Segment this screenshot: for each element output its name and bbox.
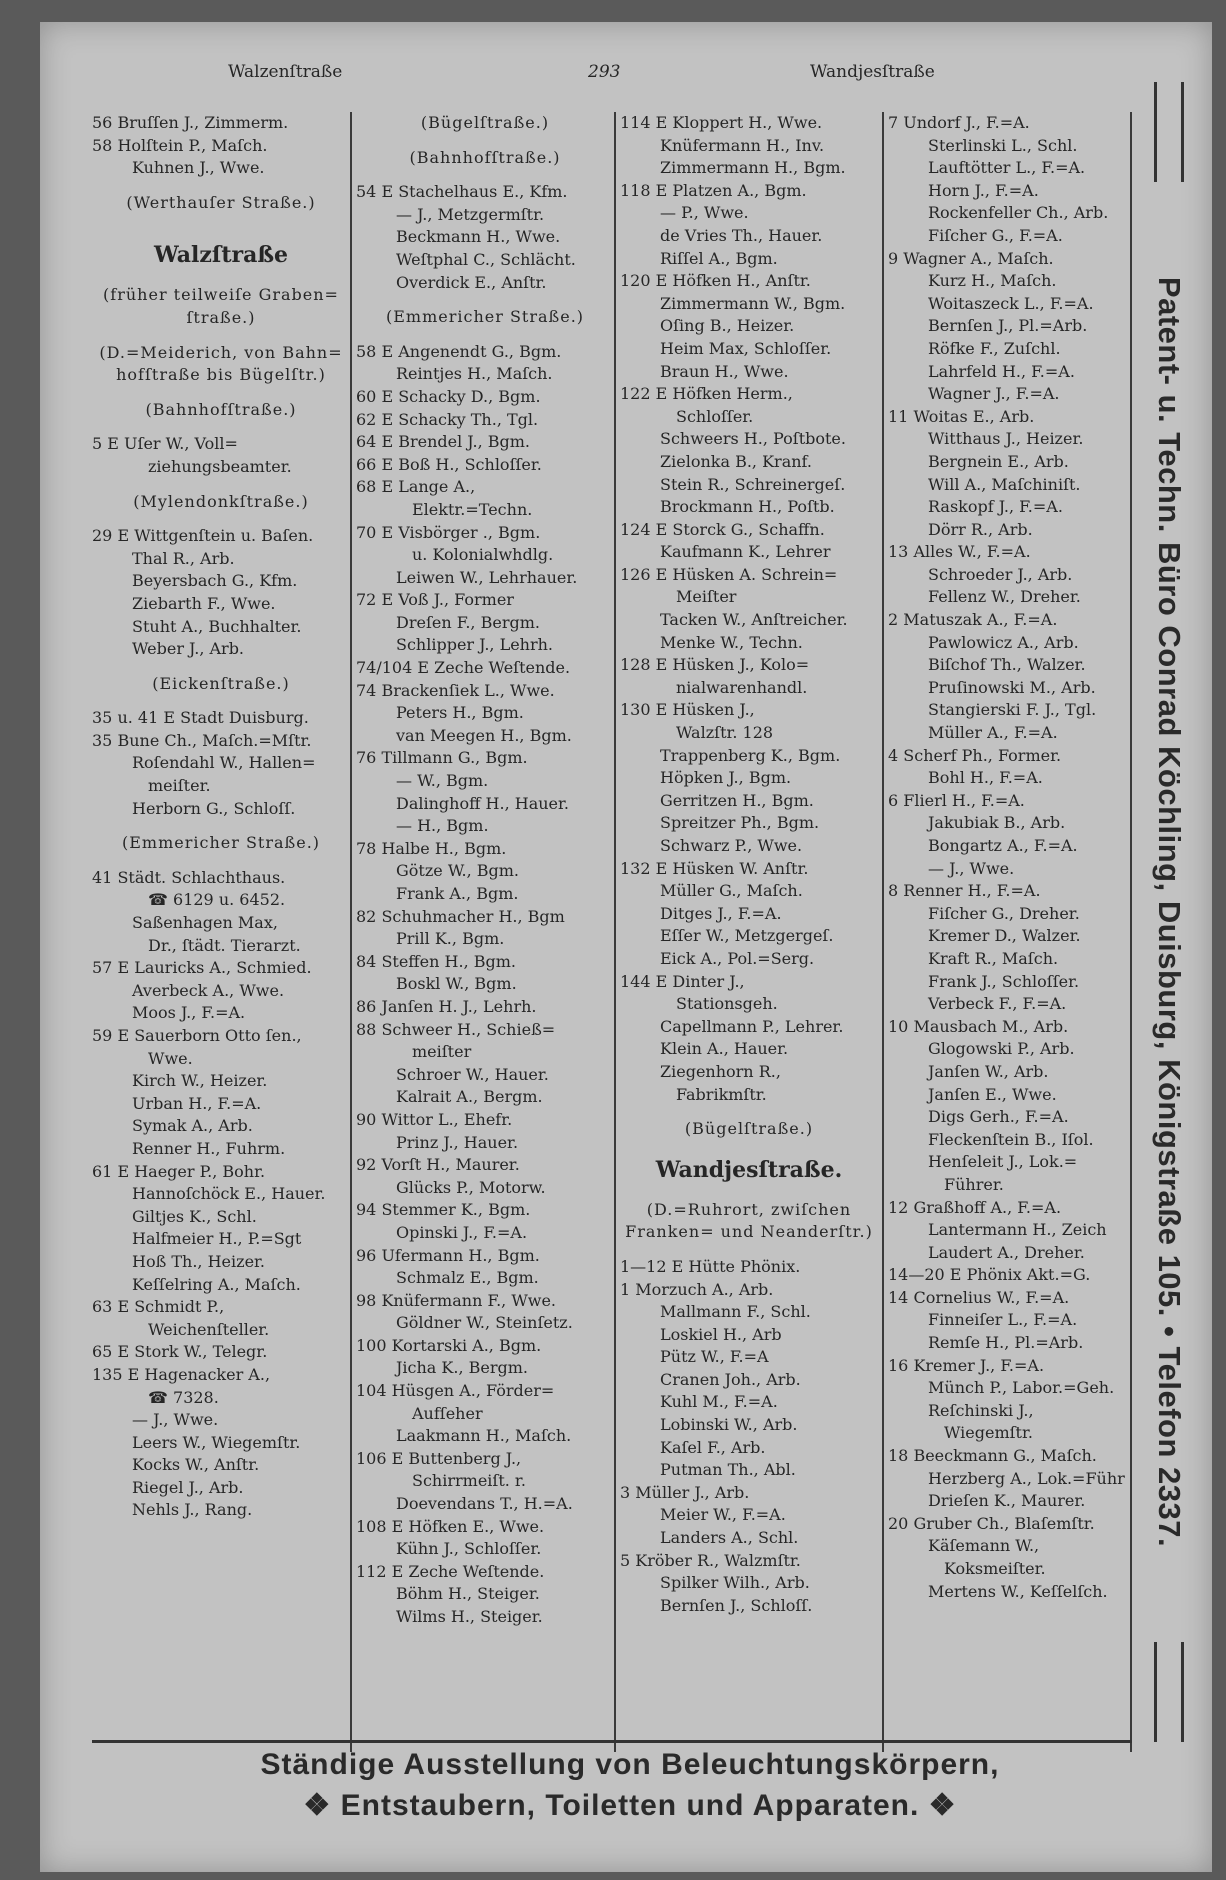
entry-continuation: Overdick E., Anſtr. bbox=[396, 272, 547, 292]
entry-line: 14 Cornelius W., F.=A. bbox=[888, 1287, 1070, 1307]
entry-continuation: — J., Metzgermſtr. bbox=[396, 204, 545, 224]
entry-continuation: Mallmann F., Schl. bbox=[660, 1302, 811, 1322]
entry-line: 35 u. 41 E Stadt Duisburg. bbox=[92, 708, 309, 728]
entry-line: 56 Bruſſen J., Zimmerm. bbox=[92, 113, 289, 132]
entry-continuation: Verbeck F., F.=A. bbox=[928, 994, 1067, 1014]
entry-line: 108 E Höfken E., Wwe. bbox=[356, 1516, 545, 1536]
entry-continuation: Kalrait A., Bergm. bbox=[396, 1087, 543, 1107]
entry-continuation: Sterlinski L., Schl. bbox=[928, 135, 1078, 155]
entry-line: 65 E Stork W., Telegr. bbox=[92, 1342, 268, 1362]
street-section-heading: Franken= und Neanderſtr.) bbox=[625, 1222, 873, 1242]
entry-continuation: Prill K., Bgm. bbox=[396, 929, 505, 949]
entry-continuation: ☎ 6129 u. 6452. bbox=[148, 890, 286, 910]
entry-continuation: Glücks P., Motorw. bbox=[396, 1177, 546, 1197]
entry-continuation: Wiegemſtr. bbox=[944, 1423, 1033, 1443]
entry-continuation: Finneiſer L., F.=A. bbox=[928, 1310, 1078, 1330]
entry-continuation: Leers W., Wiegemſtr. bbox=[132, 1432, 301, 1452]
entry-continuation: Müller A., F.=A. bbox=[928, 723, 1058, 743]
entry-continuation: Braun H., Wwe. bbox=[660, 361, 789, 381]
spacer bbox=[92, 330, 350, 342]
entry-line: 64 E Brendel J., Bgm. bbox=[356, 432, 530, 452]
page-number: 293 bbox=[588, 62, 621, 82]
entry-line: 59 E Sauerborn Otto ſen., bbox=[92, 1026, 302, 1045]
entry-continuation: Spilker Wilh., Arb. bbox=[660, 1573, 810, 1593]
entry-line: 11 Woitas E., Arb. bbox=[888, 406, 1035, 426]
entry-line: 8 Renner H., F.=A. bbox=[888, 881, 1041, 901]
entry-continuation: Drieſen K., Maurer. bbox=[928, 1491, 1086, 1511]
entry-continuation: Pütz W., F.=A bbox=[660, 1347, 769, 1367]
entry-continuation: Lobinski W., Arb. bbox=[660, 1415, 798, 1435]
entry-continuation: Stationsgeh. bbox=[676, 994, 778, 1014]
entry-continuation: Böhm H., Steiger. bbox=[396, 1584, 540, 1604]
entry-line: 61 E Haeger P., Bohr. bbox=[92, 1161, 266, 1181]
entry-continuation: Spreitzer Ph., Bgm. bbox=[660, 813, 820, 833]
entry-continuation: Herzberg A., Lok.=Führ bbox=[928, 1468, 1125, 1488]
entry-continuation: Schroer W., Hauer. bbox=[396, 1064, 549, 1084]
entry-continuation: Jakubiak B., Arb. bbox=[928, 813, 1066, 833]
entry-line: 132 E Hüsken W. Anſtr. bbox=[620, 858, 809, 878]
entry-continuation: Dalinghoff H., Hauer. bbox=[396, 793, 569, 813]
entry-continuation: Riſſel A., Bgm. bbox=[660, 248, 778, 268]
entry-line: 82 Schuhmacher H., Bgm bbox=[356, 906, 565, 926]
entry-line: 96 Ufermann H., Bgm. bbox=[356, 1245, 540, 1265]
spacer bbox=[356, 294, 614, 306]
entry-line: 6 Flierl H., F.=A. bbox=[888, 790, 1025, 810]
entry-line: 92 Vorſt H., Maurer. bbox=[356, 1155, 520, 1175]
entry-continuation: Fiſcher G., F.=A. bbox=[928, 225, 1063, 245]
spacer bbox=[92, 479, 350, 491]
entry-continuation: Bernſen J., Pl.=Arb. bbox=[928, 316, 1088, 336]
street-section-heading: (Bahnhofſtraße.) bbox=[145, 399, 297, 419]
entry-line: 68 E Lange A., bbox=[356, 477, 476, 497]
entry-continuation: Woitaszeck L., F.=A. bbox=[928, 293, 1094, 313]
entry-continuation: Pawlowicz A., Arb. bbox=[928, 632, 1079, 652]
spacer bbox=[92, 214, 350, 226]
entry-continuation: Remſe H., Pl.=Arb. bbox=[928, 1333, 1084, 1353]
entry-continuation: Renner H., Fuhrm. bbox=[132, 1138, 286, 1158]
entry-continuation: Zimmermann W., Bgm. bbox=[660, 293, 846, 313]
street-title: Walzſtraße bbox=[153, 242, 289, 269]
spacer bbox=[92, 226, 350, 238]
entry-continuation: Kurz H., Maſch. bbox=[928, 271, 1057, 291]
column-divider bbox=[1130, 112, 1132, 1752]
entry-continuation: Raskopf J., F.=A. bbox=[928, 497, 1063, 517]
entry-continuation: Janſen W., Arb. bbox=[928, 1061, 1049, 1081]
entry-continuation: Schloſſer. bbox=[676, 406, 754, 426]
entry-continuation: Cranen Joh., Arb. bbox=[660, 1369, 801, 1389]
spacer bbox=[92, 820, 350, 832]
entry-continuation: Horn J., F.=A. bbox=[928, 180, 1039, 200]
entry-continuation: Kühn J., Schloſſer. bbox=[396, 1539, 542, 1559]
bottom-ad-line-2: ❖ Entstaubern, Toiletten und Apparaten. ❖ bbox=[303, 1789, 957, 1822]
entry-continuation: Schweers H., Poſtbote. bbox=[660, 429, 846, 449]
column-1 bbox=[92, 112, 350, 1522]
entry-line: 3 Müller J., Arb. bbox=[620, 1482, 750, 1502]
entry-line: 94 Stemmer K., Bgm. bbox=[356, 1200, 531, 1220]
entry-continuation: Ziegenhorn R., bbox=[660, 1061, 781, 1081]
entry-continuation: Kocks W., Anſtr. bbox=[132, 1455, 260, 1475]
street-section-heading: (D.=Ruhrort, zwiſchen bbox=[646, 1199, 852, 1219]
entry-continuation: Ditges J., F.=A. bbox=[660, 903, 782, 923]
entry-continuation: Führer. bbox=[944, 1174, 1004, 1194]
entry-continuation: Rockenfeller Ch., Arb. bbox=[928, 203, 1109, 223]
entry-line: 122 E Höfken Herm., bbox=[620, 384, 793, 404]
entry-continuation: Frank A., Bgm. bbox=[396, 884, 519, 903]
entry-continuation: — J., Wwe. bbox=[132, 1410, 219, 1430]
entry-line: 54 E Stachelhaus E., Kfm. bbox=[356, 182, 568, 202]
entry-continuation: Janſen E., Wwe. bbox=[928, 1084, 1057, 1104]
entry-continuation: Witthaus J., Heizer. bbox=[928, 429, 1084, 449]
column-divider bbox=[614, 112, 616, 1752]
entry-continuation: Schlipper J., Lehrh. bbox=[396, 635, 554, 655]
entry-line: 2 Matuszak A., F.=A. bbox=[888, 610, 1058, 630]
entry-continuation: Bergnein E., Arb. bbox=[928, 451, 1069, 471]
entry-continuation: Biſchof Th., Walzer. bbox=[928, 655, 1086, 675]
entry-continuation: Wilms H., Steiger. bbox=[396, 1607, 543, 1626]
spacer bbox=[92, 180, 350, 192]
entry-line: 4 Scherf Ph., Former. bbox=[888, 745, 1062, 765]
entry-continuation: Bongartz A., F.=A. bbox=[928, 836, 1078, 855]
entry-line: 84 Steffen H., Bgm. bbox=[356, 951, 516, 971]
entry-continuation: Saßenhagen Max, bbox=[132, 913, 278, 933]
entry-continuation: van Meegen H., Bgm. bbox=[396, 725, 572, 745]
entry-continuation: ☎ 7328. bbox=[148, 1387, 219, 1407]
entry-line: 9 Wagner A., Maſch. bbox=[888, 248, 1054, 268]
entry-line: 20 Gruber Ch., Blaſemſtr. bbox=[888, 1513, 1095, 1533]
side-advertisement bbox=[1134, 52, 1204, 1772]
column-3 bbox=[620, 112, 878, 1617]
entry-continuation: Herborn G., Schloſſ. bbox=[132, 798, 296, 818]
entry-continuation: Fleckenſtein B., Iſol. bbox=[928, 1129, 1094, 1149]
entry-line: 104 Hüsgen A., Förder= bbox=[356, 1381, 555, 1401]
entry-line: 1 Morzuch A., Arb. bbox=[620, 1279, 774, 1299]
street-section-heading: (Bügelſtraße.) bbox=[420, 113, 550, 132]
entry-line: 29 E Wittgenſtein u. Baſen. bbox=[92, 526, 314, 546]
street-section-heading: (Werthauſer Straße.) bbox=[126, 192, 316, 212]
entry-continuation: Weichenſteller. bbox=[148, 1319, 270, 1339]
entry-continuation: Elektr.=Techn. bbox=[412, 499, 533, 519]
entry-continuation: Symak A., Arb. bbox=[132, 1116, 253, 1136]
entry-continuation: Laudert A., Dreher. bbox=[928, 1242, 1085, 1262]
spacer bbox=[92, 855, 350, 867]
entry-continuation: Wwe. bbox=[148, 1048, 193, 1068]
entry-continuation: Nehls J., Rang. bbox=[132, 1500, 253, 1520]
entry-line: 1—12 E Hütte Phönix. bbox=[620, 1256, 801, 1276]
entry-line: 120 E Höfken H., Anſtr. bbox=[620, 271, 811, 291]
entry-continuation: Keſſelring A., Maſch. bbox=[132, 1274, 301, 1294]
entry-continuation: Oſing B., Heizer. bbox=[660, 316, 795, 336]
entry-continuation: Reſchinski J., bbox=[928, 1400, 1034, 1420]
entry-continuation: Opinski J., F.=A. bbox=[396, 1222, 528, 1242]
entry-continuation: Kremer D., Walzer. bbox=[928, 926, 1081, 946]
entry-continuation: u. Kolonialwhdlg. bbox=[412, 545, 554, 565]
entry-line: 124 E Storck G., Schaffn. bbox=[620, 519, 825, 539]
entry-continuation: Weber J., Arb. bbox=[132, 639, 245, 659]
entry-continuation: Meiſter bbox=[676, 587, 737, 607]
street-section-heading: (Bügelſtraße.) bbox=[684, 1119, 814, 1139]
entry-continuation: Weſtphal C., Schlächt. bbox=[396, 249, 576, 269]
entry-line: 128 E Hüsken J., Kolo= bbox=[620, 655, 810, 675]
header-left-street: Walzenſtraße bbox=[228, 62, 343, 82]
entry-continuation: ziehungsbeamter. bbox=[148, 456, 292, 476]
entry-continuation: Prinz J., Hauer. bbox=[396, 1132, 519, 1152]
entry-continuation: — J., Wwe. bbox=[928, 858, 1015, 878]
entry-continuation: nialwarenhandl. bbox=[676, 677, 808, 697]
entry-continuation: Tacken W., Anſtreicher. bbox=[660, 610, 848, 630]
entry-continuation: Brockmann H., Poſtb. bbox=[660, 497, 835, 517]
entry-continuation: Landers A., Schl. bbox=[660, 1528, 799, 1548]
entry-continuation: Stein R., Schreinergeſ. bbox=[660, 474, 846, 494]
entry-continuation: Thal R., Arb. bbox=[132, 548, 235, 568]
decorative-double-rule bbox=[1154, 82, 1184, 182]
entry-continuation: Fiſcher G., Dreher. bbox=[928, 903, 1080, 923]
entry-continuation: Hoß Th., Heizer. bbox=[132, 1251, 266, 1271]
entry-line: 5 E Uſer W., Voll= bbox=[92, 434, 238, 454]
entry-line: 114 E Kloppert H., Wwe. bbox=[620, 113, 823, 132]
entry-continuation: Will A., Maſchiniſt. bbox=[928, 474, 1081, 494]
entry-continuation: — P., Wwe. bbox=[660, 203, 749, 223]
spacer bbox=[620, 1244, 878, 1256]
entry-continuation: Menke W., Techn. bbox=[660, 632, 803, 652]
spacer bbox=[92, 421, 350, 433]
spacer bbox=[356, 135, 614, 147]
entry-line: 130 E Hüsken J., bbox=[620, 700, 755, 720]
spacer bbox=[356, 329, 614, 341]
entry-continuation: Giltjes K., Schl. bbox=[132, 1206, 257, 1226]
street-title: Wandjesſtraße. bbox=[655, 1156, 843, 1183]
entry-line: 144 E Dinter J., bbox=[620, 971, 745, 991]
entry-continuation: Eick A., Pol.=Serg. bbox=[660, 948, 815, 968]
entry-line: 74/104 E Zeche Weſtende. bbox=[356, 658, 571, 678]
entry-continuation: Münch P., Labor.=Geh. bbox=[928, 1378, 1115, 1398]
entry-continuation: Loskiel H., Arb bbox=[660, 1324, 782, 1344]
entry-line: 74 Brackenſiek L., Wwe. bbox=[356, 680, 555, 700]
entry-continuation: Walzſtr. 128 bbox=[676, 723, 774, 743]
entry-continuation: Stangierski F. J., Tgl. bbox=[928, 700, 1097, 720]
entry-continuation: Bernſen J., Schloſſ. bbox=[660, 1595, 813, 1615]
street-section-heading: ſtraße.) bbox=[186, 307, 256, 327]
street-section-heading: (Bahnhofſtraße.) bbox=[409, 147, 561, 167]
entry-continuation: Aufſeher bbox=[412, 1403, 483, 1423]
spacer bbox=[92, 513, 350, 525]
entry-continuation: Reintjes H., Maſch. bbox=[396, 364, 553, 384]
entry-continuation: Moos J., F.=A. bbox=[132, 1003, 246, 1023]
entry-continuation: Lahrfeld H., F.=A. bbox=[928, 361, 1075, 381]
entry-continuation: Riegel J., Arb. bbox=[132, 1477, 244, 1497]
spacer bbox=[620, 1187, 878, 1199]
entry-line: 62 E Schacky Th., Tgl. bbox=[356, 409, 539, 429]
street-section-heading: (Mylendonkſtraße.) bbox=[133, 491, 309, 511]
entry-continuation: Zimmermann H., Bgm. bbox=[660, 158, 846, 178]
entry-line: 41 Städt. Schlachthaus. bbox=[92, 867, 286, 887]
bottom-rule bbox=[92, 1740, 1132, 1743]
entry-continuation: Schmalz E., Bgm. bbox=[396, 1268, 539, 1288]
entry-line: 58 Holſtein P., Maſch. bbox=[92, 135, 268, 155]
entry-continuation: Hannoſchöck E., Hauer. bbox=[132, 1184, 326, 1204]
entry-continuation: Peters H., Bgm. bbox=[396, 703, 524, 723]
entry-continuation: Meier W., F.=A. bbox=[660, 1505, 786, 1525]
column-2 bbox=[356, 112, 614, 1629]
entry-continuation: Mertens W., Keſſelſch. bbox=[928, 1581, 1108, 1601]
entry-continuation: Boskl W., Bgm. bbox=[396, 974, 517, 994]
side-ad-text: Patent- u. Techn. Büro Conrad Köchling, Duisburg, Königstraße 105. • Telefon 2337. bbox=[1152, 276, 1187, 1548]
entry-continuation: Koksmeiſter. bbox=[944, 1559, 1046, 1578]
bottom-ad-line-1: Ständige Ausstellung von Beleuchtungskörpern, bbox=[260, 1748, 1000, 1781]
street-section-heading: (Emmericher Straße.) bbox=[121, 833, 321, 853]
entry-continuation: Dörr R., Arb. bbox=[928, 519, 1033, 539]
spacer bbox=[620, 1141, 878, 1153]
entry-continuation: Pruſinowski M., Arb. bbox=[928, 677, 1096, 697]
entry-continuation: Heim Max, Schloſſer. bbox=[660, 338, 832, 358]
entry-continuation: Kaufmann K., Lehrer bbox=[660, 542, 831, 562]
column-divider bbox=[350, 112, 352, 1752]
entry-continuation: Lantermann H., Zeich bbox=[928, 1220, 1107, 1240]
entry-line: 18 Beeckmann G., Maſch. bbox=[888, 1446, 1097, 1466]
entry-line: 5 Kröber R., Walzmſtr. bbox=[620, 1550, 801, 1570]
spacer bbox=[92, 661, 350, 673]
entry-continuation: Fabrikmſtr. bbox=[676, 1084, 767, 1104]
spacer bbox=[92, 272, 350, 284]
entry-line: 126 E Hüsken A. Schrein= bbox=[620, 564, 838, 584]
entry-continuation: Roſendahl W., Hallen= bbox=[132, 753, 316, 773]
entry-continuation: de Vries Th., Hauer. bbox=[660, 225, 823, 245]
entry-line: 72 E Voß J., Former bbox=[356, 590, 514, 610]
spacer bbox=[620, 1106, 878, 1118]
entry-line: 58 E Angenendt G., Bgm. bbox=[356, 341, 562, 361]
entry-continuation: Knüfermann H., Inv. bbox=[660, 135, 825, 155]
street-section-heading: hofſtraße bis Bügelſtr.) bbox=[116, 365, 326, 385]
entry-continuation: Gerritzen H., Bgm. bbox=[660, 790, 814, 810]
entry-continuation: Eſſer W., Metzgergeſ. bbox=[660, 926, 834, 946]
entry-line: 35 Bune Ch., Maſch.=Mſtr. bbox=[92, 730, 312, 750]
entry-line: 14—20 E Phönix Akt.=G. bbox=[888, 1265, 1091, 1285]
entry-continuation: Lauftötter L., F.=A. bbox=[928, 158, 1086, 178]
entry-continuation: Capellmann P., Lehrer. bbox=[660, 1016, 844, 1036]
entry-continuation: Dreſen F., Bergm. bbox=[396, 612, 540, 632]
entry-continuation: Laakmann H., Maſch. bbox=[396, 1426, 572, 1446]
entry-line: 7 Undorf J., F.=A. bbox=[888, 113, 1030, 132]
entry-continuation: Kuhnen J., Wwe. bbox=[132, 158, 265, 178]
entry-continuation: Käſemann W., bbox=[928, 1536, 1040, 1556]
entry-line: 90 Wittor L., Ehefr. bbox=[356, 1109, 513, 1129]
entry-continuation: Stuht A., Buchhalter. bbox=[132, 616, 302, 636]
entry-line: 60 E Schacky D., Bgm. bbox=[356, 386, 541, 406]
entry-continuation: Zielonka B., Kranf. bbox=[660, 451, 812, 471]
column-4 bbox=[888, 112, 1146, 1603]
entry-continuation: Halfmeier H., P.=Sgt bbox=[132, 1229, 302, 1249]
column-divider bbox=[882, 112, 884, 1752]
entry-line: 100 Kortarski A., Bgm. bbox=[356, 1335, 542, 1355]
entry-continuation: Doevendans T., H.=A. bbox=[396, 1494, 573, 1514]
header-right-street: Wandjesſtraße bbox=[810, 62, 935, 82]
entry-continuation: Schroeder J., Arb. bbox=[928, 564, 1073, 584]
entry-continuation: Götze W., Bgm. bbox=[396, 861, 519, 881]
entry-continuation: Henſeleit J., Lok.= bbox=[928, 1152, 1078, 1172]
entry-continuation: Röfke F., Zuſchl. bbox=[928, 338, 1061, 358]
spacer bbox=[356, 169, 614, 181]
entry-continuation: — W., Bgm. bbox=[396, 771, 489, 791]
entry-continuation: Leiwen W., Lehrhauer. bbox=[396, 567, 578, 587]
entry-continuation: Trappenberg K., Bgm. bbox=[660, 745, 841, 765]
entry-continuation: Averbeck A., Wwe. bbox=[132, 980, 285, 1000]
entry-line: 16 Kremer J., F.=A. bbox=[888, 1355, 1045, 1375]
entry-continuation: Beyersbach G., Kfm. bbox=[132, 571, 298, 591]
entry-continuation: Digs Gerh., F.=A. bbox=[928, 1107, 1069, 1127]
entry-line: 13 Alles W., F.=A. bbox=[888, 542, 1031, 562]
entry-continuation: Wagner J., F.=A. bbox=[928, 384, 1060, 404]
entry-line: 112 E Zeche Weſtende. bbox=[356, 1561, 545, 1581]
entry-continuation: Kuhl M., F.=A. bbox=[660, 1392, 778, 1412]
decorative-double-rule bbox=[1154, 1642, 1184, 1742]
entry-continuation: Beckmann H., Wwe. bbox=[396, 227, 561, 247]
entry-continuation: Dr., ſtädt. Tierarzt. bbox=[148, 935, 301, 955]
entry-line: 76 Tillmann G., Bgm. bbox=[356, 748, 528, 768]
entry-continuation: — H., Bgm. bbox=[396, 816, 489, 836]
entry-line: 135 E Hagenacker A., bbox=[92, 1364, 271, 1384]
entry-line: 88 Schweer H., Schieß= bbox=[356, 1019, 556, 1039]
entry-line: 78 Halbe H., Bgm. bbox=[356, 838, 507, 858]
entry-continuation: Jicha K., Bergm. bbox=[396, 1358, 529, 1378]
entry-line: 106 E Buttenberg J., bbox=[356, 1448, 522, 1468]
entry-line: 10 Mausbach M., Arb. bbox=[888, 1016, 1069, 1036]
entry-continuation: Müller G., Maſch. bbox=[660, 881, 803, 901]
entry-continuation: Höpken J., Bgm. bbox=[660, 768, 792, 788]
entry-line: 98 Knüfermann F., Wwe. bbox=[356, 1290, 557, 1310]
entry-continuation: Ziebarth F., Wwe. bbox=[132, 593, 276, 613]
entry-line: 118 E Platzen A., Bgm. bbox=[620, 180, 807, 200]
entry-line: 66 E Boß H., Schloſſer. bbox=[356, 454, 542, 474]
street-section-heading: (früher teilweiſe Graben= bbox=[103, 285, 339, 305]
street-section-heading: (D.=Meiderich, von Bahn= bbox=[99, 342, 343, 362]
entry-continuation: Bohl H., F.=A. bbox=[928, 768, 1043, 788]
entry-continuation: Putman Th., Abl. bbox=[660, 1460, 796, 1480]
entry-continuation: Kraft R., Maſch. bbox=[928, 948, 1059, 968]
entry-continuation: Frank J., Schloſſer. bbox=[928, 971, 1080, 991]
street-section-heading: (Emmericher Straße.) bbox=[385, 307, 585, 327]
spacer bbox=[92, 387, 350, 399]
directory-page bbox=[40, 22, 1212, 1872]
entry-continuation: Klein A., Hauer. bbox=[660, 1039, 789, 1059]
entry-line: 57 E Lauricks A., Schmied. bbox=[92, 958, 312, 978]
entry-line: 12 Graßhoff A., F.=A. bbox=[888, 1197, 1062, 1217]
entry-continuation: Urban H., F.=A. bbox=[132, 1093, 262, 1113]
entry-continuation: Schirrmeiſt. r. bbox=[412, 1471, 526, 1491]
entry-continuation: meiſter bbox=[412, 1042, 472, 1062]
entry-continuation: meiſter. bbox=[148, 776, 211, 796]
street-section-heading: (Eickenſtraße.) bbox=[152, 673, 290, 693]
spacer bbox=[92, 695, 350, 707]
entry-line: 86 Janſen H. J., Lehrh. bbox=[356, 996, 537, 1016]
entry-continuation: Fellenz W., Dreher. bbox=[928, 587, 1081, 607]
entry-line: 70 E Visbörger ., Bgm. bbox=[356, 522, 541, 542]
entry-continuation: Göldner W., Steinſetz. bbox=[396, 1313, 573, 1333]
entry-line: 63 E Schmidt P., bbox=[92, 1297, 225, 1317]
entry-continuation: Kirch W., Heizer. bbox=[132, 1071, 268, 1091]
entry-continuation: Glogowski P., Arb. bbox=[928, 1039, 1075, 1059]
entry-continuation: Kaſel F., Arb. bbox=[660, 1437, 766, 1457]
entry-continuation: Schwarz P., Wwe. bbox=[660, 836, 803, 855]
